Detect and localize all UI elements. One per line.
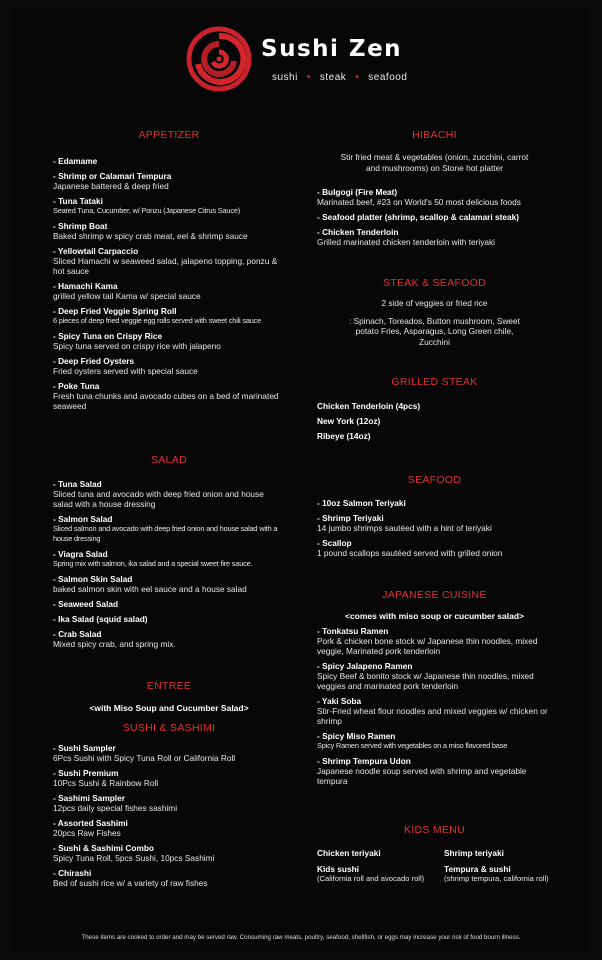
list-item [317,227,552,247]
list-item [53,281,285,301]
item-name: - Deep Fried Veggie Spring Roll [53,306,177,316]
item-desc: 10Pcs Sushi & Rainbow Roll [53,778,159,788]
item-desc: Spicy Ramen served with vegetables on a miso flavored base [317,741,508,750]
list-item [53,356,285,376]
item-name: - Assorted Sashimi [53,818,128,828]
item-name: - Tuna Salad [53,479,102,489]
item-name: - Spicy Jalapeno Ramen [317,661,413,671]
list-item [53,868,285,888]
list-item [317,731,552,751]
list-item [53,793,285,813]
item-desc: 6Pcs Sushi with Spicy Tuna Roll or California Roll [53,753,236,763]
item-name: - 10oz Salmon Teriyaki [317,498,406,508]
kids-menu-section [317,824,552,836]
list-item [53,514,285,544]
list-item [317,498,552,508]
item-name: - Yaki Soba [317,696,362,706]
item-name: Chicken teriyaki [317,848,381,858]
entree-section [53,680,285,893]
section-heading-grilled-steak: GRILLED STEAK [391,376,478,388]
list-item [53,156,285,166]
appetizer-section [53,129,285,416]
list-item [53,246,285,276]
item-desc: 20pcs Raw Fishes [53,828,121,838]
tagline-dot-icon: • [306,72,311,83]
item-name: - Shrimp Boat [53,221,108,231]
item-desc: Japanese noodle soup served with shrimp and vegetable tempura [317,766,527,786]
section-subheading-sushi-sashimi: SUSHI & SASHIMI [122,722,216,734]
list-item [444,864,574,884]
item-name: - Bulgogi (Fire Meat) [317,187,398,197]
item-desc: Fried oysters served with special sauce [53,366,198,376]
item-name: - Sushi Premium [53,768,119,778]
item-name: - Seaweed Salad [53,599,119,609]
item-name: - Seafood platter (shrimp, scallop & calamari steak) [317,212,519,222]
list-item [53,306,285,326]
item-name: - Shrimp Teriyaki [317,513,384,523]
list-item [53,629,285,649]
item-desc: Spicy tuna served on crispy rice with jalapeno [53,341,221,351]
item-desc: (California roll and avocado roll) [317,874,425,883]
list-item [53,549,285,569]
item-name: - Tonkatsu Ramen [317,626,389,636]
section-heading-appetizer: APPETIZER [138,129,200,141]
tagline-steak: steak [319,72,347,83]
section-heading-kids-menu: KIDS MENU [403,824,466,836]
item-name: - Shrimp or Calamari Tempura [53,171,172,181]
seafood-section [317,474,552,563]
item-name: - Scallop [317,538,352,548]
item-name: - Edamame [53,156,98,166]
item-name: - Sushi Sampler [53,743,116,753]
list-item [317,187,552,207]
item-desc: (shrimp tempura, california roll) [444,874,549,883]
list-item [317,756,552,786]
hibachi-intro: Stir fried meat & vegetables (onion, zucchini, carrot and mushrooms) on Stone hot platter [340,152,529,173]
list-item [317,864,447,884]
item-name: - Deep Fried Oysters [53,356,135,366]
list-item [53,221,285,241]
steak-seafood-section [317,277,552,347]
item-name: - Ika Salad (squid salad) [53,614,148,624]
item-name: - Chirashi [53,868,92,878]
item-name: - Chicken Tenderloin [317,227,399,237]
item-name: - Salmon Skin Salad [53,574,133,584]
list-item [317,513,552,533]
list-item: Ribeye (14oz) [317,431,371,441]
section-heading-salad: SALAD [151,454,187,466]
item-desc: Grilled marinated chicken tenderloin with teriyaki [317,237,496,247]
item-name: - Tuna Tataki [53,196,103,206]
list-item [53,574,285,594]
item-desc: Spicy Beef & bonito stock w/ Japanese thin noodles, mixed veggies and marinated pork tenderloin [317,671,534,691]
japanese-cuisine-section [317,589,552,791]
list-item [53,196,285,216]
section-heading-japanese-cuisine: JAPANESE CUISINE [382,589,487,601]
list-item [53,171,285,191]
steak-sides: 2 side of veggies or fried rice [381,298,488,308]
item-desc: Japanese battered & deep fried [53,181,169,191]
tagline-dot-icon: • [355,72,360,83]
item-name: - Spicy Tuna on Crispy Rice [53,331,163,341]
item-desc: Spicy Tuna Roll, 5pcs Sushi, 10pcs Sashimi [53,853,215,863]
item-desc: Bed of sushi rice w/ a variety of raw fishes [53,878,208,888]
hibachi-section [317,129,552,252]
list-item [53,381,285,411]
item-name: Tempura & sushi [444,864,511,874]
section-heading-steak-seafood: STEAK & SEAFOOD [382,277,487,289]
list-item [317,661,552,691]
item-desc: grilled yellow tail Kama w/ special sauce [53,291,201,301]
item-name: - Spicy Miso Ramen [317,731,396,741]
list-item [444,848,574,858]
list-item [317,538,552,558]
brand-tagline [272,72,407,83]
list-item [53,614,285,624]
item-desc: 14 jumbo shrimps sautéed with a hint of teriyaki [317,523,492,533]
item-desc: 6 pieces of deep fried veggie egg rolls served with sweet chili sauce [53,316,262,325]
item-name: Shrimp teriyaki [444,848,504,858]
list-item: New York (12oz) [317,416,381,426]
item-desc: Spring mix with salmon, ika salad and a special sweet fire sauce. [53,559,253,568]
list-item [317,212,552,222]
item-desc: Stir-Fried wheat flour noodles and mixed veggies w/ chicken or shrimp [317,706,548,726]
item-desc: 12pcs daily special fishes sashimi [53,803,178,813]
list-item: Chicken Tenderloin (4pcs) [317,401,421,411]
list-item [53,479,285,509]
raw-food-disclaimer: These items are cooked to order and may be served raw. Consuming raw meats, poultry, seafood, shellfish, or eggs may increase your risk of food bourn illness. [81,934,521,941]
steak-side-options: : Spinach, Toreados, Button mushroom, Sweet potato Fries, Asparagus, Long Green chile, Zucchini [349,315,520,347]
list-item [317,848,447,858]
enso-logo-icon [186,26,252,92]
item-name: - Yellowtail Carpaccio [53,246,139,256]
section-heading-seafood: SEAFOOD [407,474,462,486]
list-item [53,843,285,863]
item-desc: Sliced salmon and avocado with deep fried onion and house salad with a house dressing [53,524,278,543]
item-desc: Pork & chicken bone stock w/ Japanese thin noodles, mixed veggie, Marinated pork tenderloin [317,636,538,656]
list-item [53,818,285,838]
item-desc: Fresh tuna chunks and avocado cubes on a bed of marinated seaweed [53,391,279,411]
entree-note: <with Miso Soup and Cucumber Salad> [89,703,249,713]
salad-section [53,454,285,654]
item-name: - Sushi & Sashimi Combo [53,843,154,853]
section-heading-entree: ENTREE [146,680,192,692]
item-name: - Salmon Salad [53,514,113,524]
tagline-seafood: seafood [368,72,408,83]
section-heading-hibachi: HIBACHI [412,129,457,141]
item-name: - Poke Tuna [53,381,100,391]
list-item [53,743,285,763]
item-desc: Sliced tuna and avocado with deep fried onion and house salad with a house dressing [53,489,264,509]
item-name: - Sashimi Sampler [53,793,125,803]
grilled-steak-section [317,376,552,446]
item-desc: Baked shrimp w spicy crab meat, eel & shrimp sauce [53,231,248,241]
tagline-sushi: sushi [272,72,298,83]
brand-name: Sushi Zen [261,36,403,62]
item-desc: Marinated beef, #23 on World's 50 most delicious foods [317,197,521,207]
list-item [317,626,552,656]
item-desc: Seared Tuna, Cucumber, w/ Ponzu (Japanese Citrus Sauce) [53,206,241,215]
item-desc: Mixed spicy crab, and spring mix. [53,639,176,649]
list-item [53,768,285,788]
item-desc: Sliced Hamachi w seaweed salad, jalapeno topping, ponzu & hot sauce [53,256,278,276]
item-name: - Crab Salad [53,629,102,639]
item-name: - Hamachi Kama [53,281,118,291]
item-name: - Shrimp Tempura Udon [317,756,411,766]
japanese-note: <comes with miso soup or cucumber salad> [344,611,525,621]
item-name: Kids sushi [317,864,359,874]
list-item [53,331,285,351]
item-desc: 1 pound scallops sautéed served with grilled onion [317,548,503,558]
item-desc: baked salmon skin with eel sauce and a house salad [53,584,247,594]
list-item [53,599,285,609]
item-name: - Viagra Salad [53,549,108,559]
list-item [317,696,552,726]
